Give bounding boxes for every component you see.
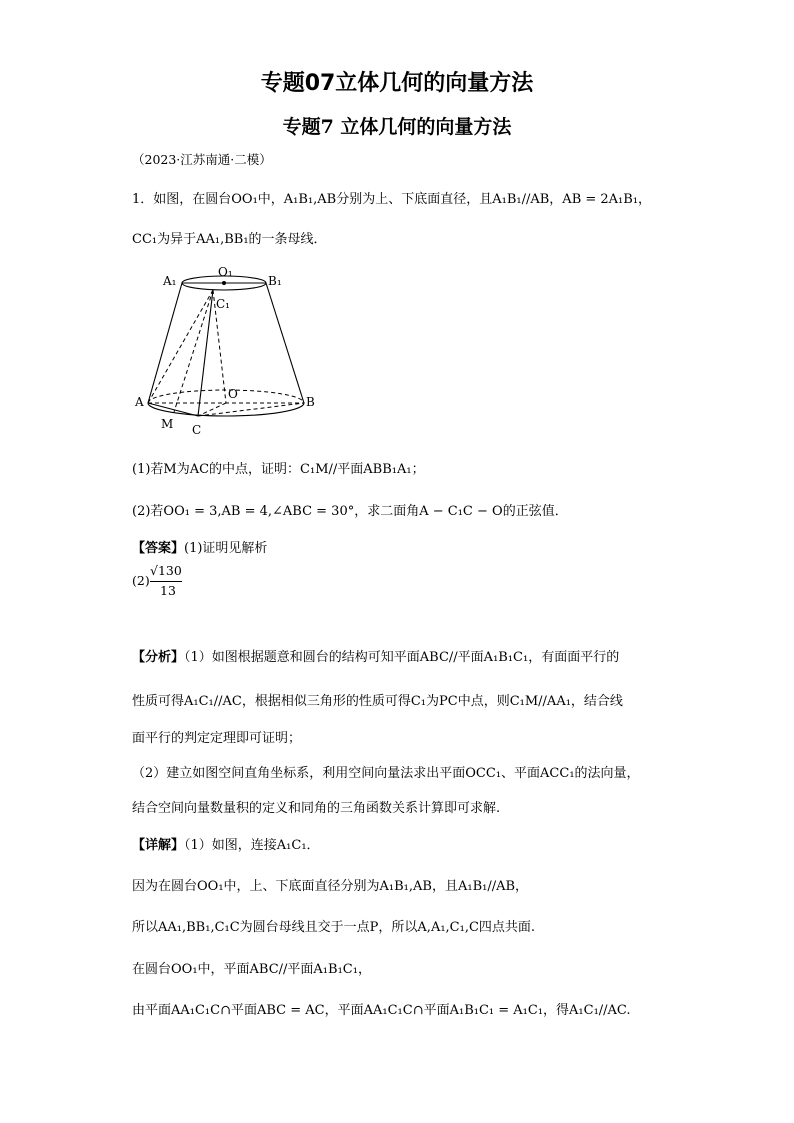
label-A: A (135, 395, 144, 409)
page-subtitle: 专题7 立体几何的向量方法 (282, 116, 512, 138)
problem-part1: (1)若M为AC的中点，证明：C₁M//平面ABB₁A₁； (132, 462, 425, 477)
label-B1: B₁ (268, 274, 282, 288)
detail-line1 (132, 834, 320, 853)
bottom-ellipse-back (148, 390, 304, 403)
detail-heading: 【详解】 (132, 838, 185, 853)
analysis-line5: 结合空间向量数量积的定义和同角的三角函数关系计算即可求解. (132, 801, 501, 816)
answer-part1: (1)证明见解析 (184, 541, 268, 556)
generatrix-AA1 (148, 283, 182, 403)
detail-line5: 由平面AA₁C₁C∩平面ABC = AC，平面AA₁C₁C∩平面A₁B₁C₁ = A₁C₁，得A₁C₁//AC. (132, 1003, 631, 1018)
label-C1: C₁ (216, 297, 230, 311)
segment-C1-A (148, 290, 213, 403)
label-O: O (228, 387, 238, 401)
problem-part2: (2)若OO₁ = 3,AB = 4,∠ABC = 30°，求二面角A − C₁C − O的正弦值． (132, 504, 568, 519)
detail-line3: 所以AA₁,BB₁,C₁C为圆台母线且交于一点P，所以A,A₁,C₁,C四点共面. (132, 920, 536, 935)
fraction-bar (150, 581, 182, 582)
analysis-line3: 面平行的判定定理即可证明； (132, 731, 302, 746)
segment-C1-M (174, 290, 213, 412)
analysis-line2: 性质可得A₁C₁//AC，根据相似三角形的性质可得C₁为PC中点，则C₁M//AA₁，结合线 (132, 694, 623, 709)
generatrix-CC1 (198, 290, 213, 416)
segment-C-B (198, 403, 304, 416)
answer-part2-prefix: (2) (132, 573, 150, 588)
problem-source: （2023·江苏南通·二模） (132, 152, 272, 167)
label-O1: O₁ (218, 265, 233, 279)
detail-line2: 因为在圆台OO₁中，上、下底面直径分别为A₁B₁,AB，且A₁B₁//AB， (132, 879, 529, 894)
answer-heading: 【答案】 (132, 541, 185, 556)
answer-numerator: √130 (150, 563, 182, 578)
page-title: 专题07立体几何的向量方法 (260, 71, 534, 96)
answer-line1 (132, 537, 267, 556)
label-A1: A₁ (163, 274, 177, 288)
detail-text1: （1）如图，连接A₁C₁． (184, 838, 320, 853)
analysis-heading: 【分析】 (132, 650, 185, 665)
analysis-line1 (132, 646, 619, 665)
detail-line4: 在圆台OO₁中，平面ABC//平面A₁B₁C₁， (132, 962, 371, 977)
label-C: C (192, 423, 202, 437)
analysis-text1: （1）如图根据题意和圆台的结构可知平面ABC//平面A₁B₁C₁，有面面平行的 (184, 650, 620, 665)
segment-A-C (148, 403, 198, 416)
problem-stem-line2: CC₁为异于AA₁,BB₁的一条母线． (132, 232, 327, 247)
point-O1 (222, 281, 226, 285)
analysis-line4: （2）建立如图空间直角坐标系，利用空间向量法求出平面OCC₁、平面ACC₁的法向量， (132, 766, 640, 781)
answer-denominator: 13 (160, 583, 176, 598)
frustum-figure (130, 262, 330, 440)
label-M: M (161, 417, 174, 431)
problem-stem-line1: 1．如图，在圆台OO₁中，A₁B₁,AB分别为上、下底面直径，且A₁B₁//AB，AB = 2A₁B₁， (132, 192, 652, 207)
generatrix-BB1 (266, 283, 304, 403)
label-B: B (306, 395, 315, 409)
